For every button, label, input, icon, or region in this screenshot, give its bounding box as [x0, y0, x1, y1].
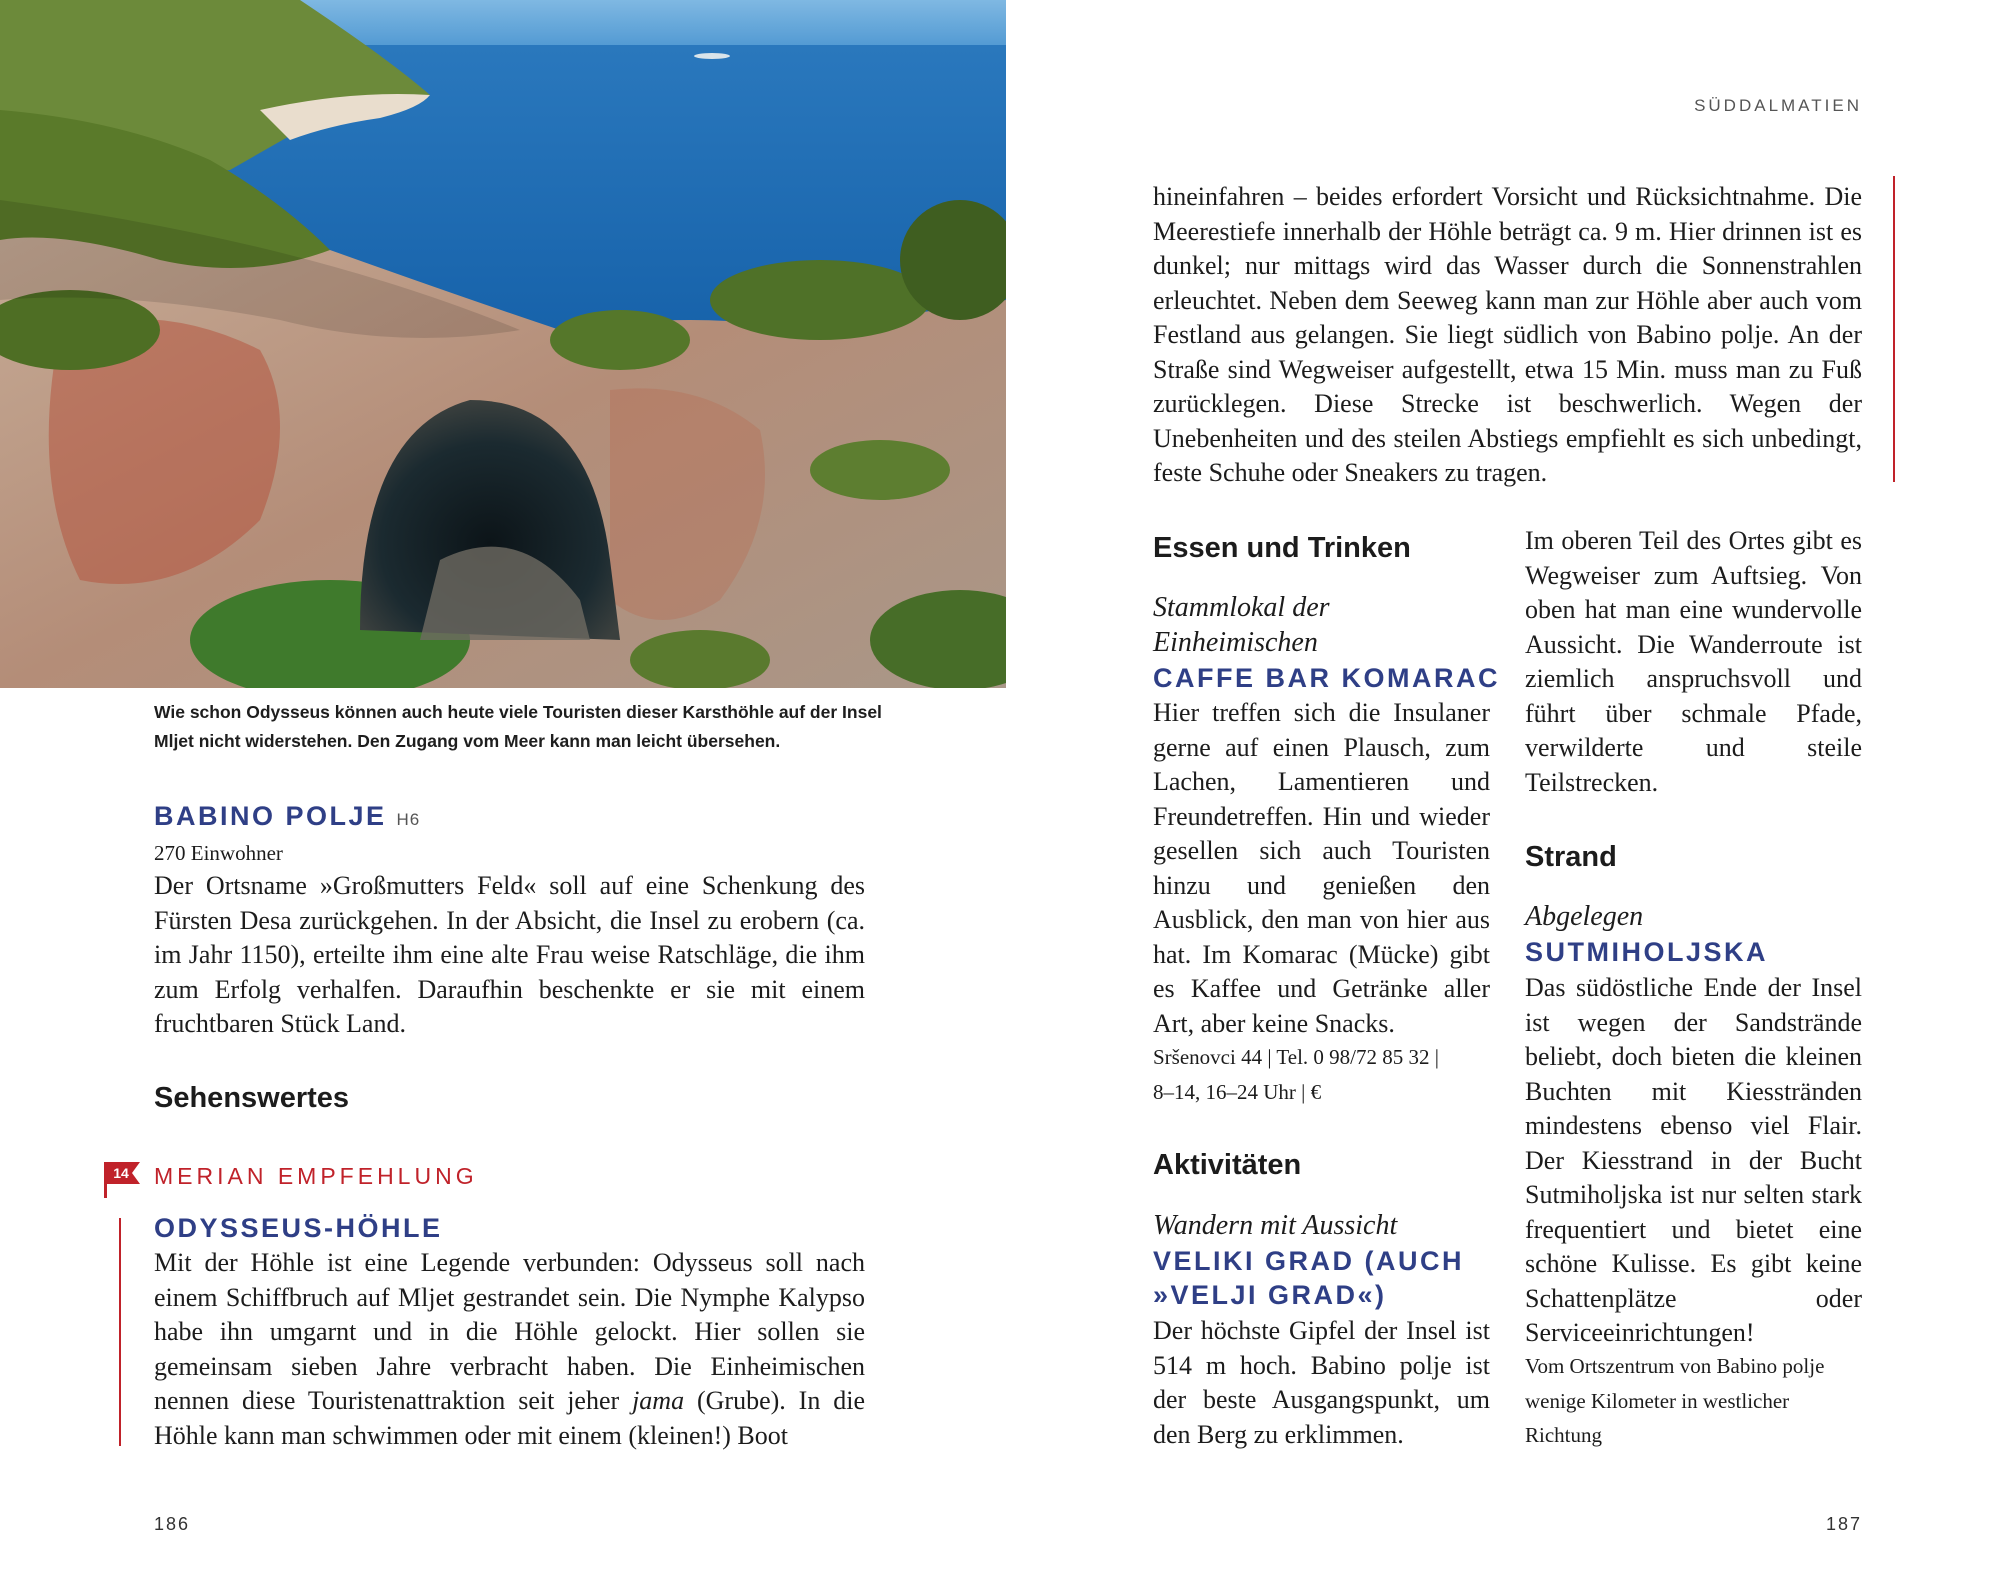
- cave-photo-illustration: [0, 0, 1006, 688]
- veliki-grad-title-line-1: VELIKI GRAD (AUCH: [1153, 1246, 1464, 1276]
- komarac-hours: 8–14, 16–24 Uhr | €: [1153, 1080, 1322, 1104]
- aktivitaeten-heading: Aktivitäten: [1153, 1149, 1302, 1181]
- aktivitaeten-subtitle: Wandern mit Aussicht: [1153, 1210, 1398, 1241]
- veliki-grad-title-line-2: »VELJI GRAD«): [1153, 1280, 1387, 1310]
- jama-term: jama: [632, 1386, 685, 1415]
- sehenswertes-heading: Sehenswertes: [154, 1082, 350, 1114]
- babino-polje-title-text: BABINO POLJE: [154, 801, 387, 831]
- babino-polje-text: Der Ortsname »Großmutters Feld« soll auf eine Schenkung des Fürsten Desa zurückgehen. In der Absicht, die Insel zu erobern (ca. im Jahr 1150), erteilte ihm eine alte Frau weise Ratschläge, die ihm zum Erfolg verhalfen. Daraufhin beschenkte er sie mit einem fruchtbaren Stück Land.: [154, 871, 865, 1038]
- veliki-grad-text: Der höchste Gipfel der Insel ist 514 m hoch. Babino polje ist der beste Ausgangspunkt, um den Berg zu erklimmen.: [1153, 1316, 1490, 1449]
- veliki-grad-text-continued: Im oberen Teil des Ortes gibt es Wegweiser zum Auftsieg. Von oben hat man eine wundervolle Aussicht. Die Wanderroute ist ziemlich anspruchsvoll und führt über schmale Pfade, verwilderte und steile Teilstrecken.: [1525, 526, 1862, 797]
- essen-heading: Essen und Trinken: [1153, 532, 1411, 564]
- babino-polje-title: [154, 799, 420, 837]
- sutmiholjska-directions: Vom Ortszentrum von Babino polje wenige Kilometer in westlicher Richtung: [1525, 1354, 1825, 1447]
- odysseus-cave-title: ODYSSEUS-HÖHLE: [154, 1213, 443, 1243]
- caffe-bar-komarac-title: CAFFE BAR KOMARAC: [1153, 663, 1500, 693]
- cave-photo: [0, 0, 1006, 688]
- komarac-address: Sršenovci 44 | Tel. 0 98/72 85 32 |: [1153, 1045, 1439, 1069]
- photo-caption: Wie schon Odysseus können auch heute viele Touristen dieser Karsthöhle auf der Insel Mljet nicht widerstehen. Den Zugang vom Meer kann man leicht übersehen.: [154, 702, 882, 751]
- odysseus-cave-continuation: hineinfahren – beides erfordert Vorsicht und Rücksichtnahme. Die Meerestiefe innerhalb der Höhle beträgt ca. 9 m. Hier drinnen ist es dunkel; nur mittags wird das Wasser durch die Sonnenstrahlen erleuchtet. Neben dem Seeweg kann man zur Höhle aber auch vom Festland aus gelangen. Sie liegt südlich von Babino polje. An der Straße sind Wegweiser aufgestellt, etwa 15 Min. muss man zu Fuß zurücklegen. Diese Strecke ist beschwerlich. Wegen der Unebenheiten und des steilen Abstiegs empfiehlt es sich unbedingt, feste Schuhe oder Sneakers zu tragen.: [1153, 182, 1862, 487]
- odysseus-cave-text-1: Mit der Höhle ist eine Legende verbunden: Odysseus soll nach einem Schiffbruch auf Mljet gestrandet sein. Die Nymphe Kalypso habe ihn umgarnt und in die Höhle gelockt. Hier sollen sie gemeinsam sieben Jahre verbracht haben. Die Einheimischen nennen diese Touristenattraktion seit jeher: [154, 1248, 865, 1415]
- odysseus-cave-text: [154, 1246, 865, 1453]
- merian-recommendation-label: MERIAN EMPFEHLUNG: [154, 1163, 478, 1189]
- strand-heading: Strand: [1525, 841, 1617, 873]
- population: 270 Einwohner: [154, 841, 283, 865]
- page-number-right: 187: [1825, 1514, 1862, 1534]
- essen-subtitle: Stammlokal der Einheimischen: [1153, 592, 1330, 658]
- odysseus-cave-text-2: (Grube). In die Höhle kann man schwimmen oder mit einem (kleinen!) Boot: [154, 1386, 865, 1450]
- page-number-left: 186: [154, 1514, 191, 1534]
- recommendation-rule: [119, 1218, 121, 1446]
- caffe-bar-komarac-text: Hier treffen sich die Insulaner gerne auf einen Plausch, zum Lachen, Lamentieren und Freundetreffen. Hin und wieder gesellen sich auch Touristen hinzu und genießen den Ausblick, den man von hier aus hat. Im Komarac (Mücke) gibt es Kaffee und Getränke aller Art, aber keine Snacks.: [1153, 698, 1490, 1038]
- continuation-rule: [1893, 176, 1895, 482]
- merian-badge-number: 14: [113, 1165, 129, 1181]
- running-head: SÜDDALMATIEN: [1694, 96, 1862, 115]
- sutmiholjska-title: SUTMIHOLJSKA: [1525, 937, 1769, 967]
- grid-reference: H6: [396, 810, 421, 829]
- sutmiholjska-text: Das südöstliche Ende der Insel ist wegen der Sandstrände beliebt, doch bieten die kleinen Buchten mit Kiesstränden mindestens ebenso viel Flair. Der Kiesstrand in der Bucht Sutmiholjska ist nur selten stark frequentiert und bietet eine schöne Kulisse. Es gibt keine Schattenplätze oder Serviceeinrichtungen!: [1525, 973, 1862, 1347]
- strand-subtitle: Abgelegen: [1525, 901, 1644, 932]
